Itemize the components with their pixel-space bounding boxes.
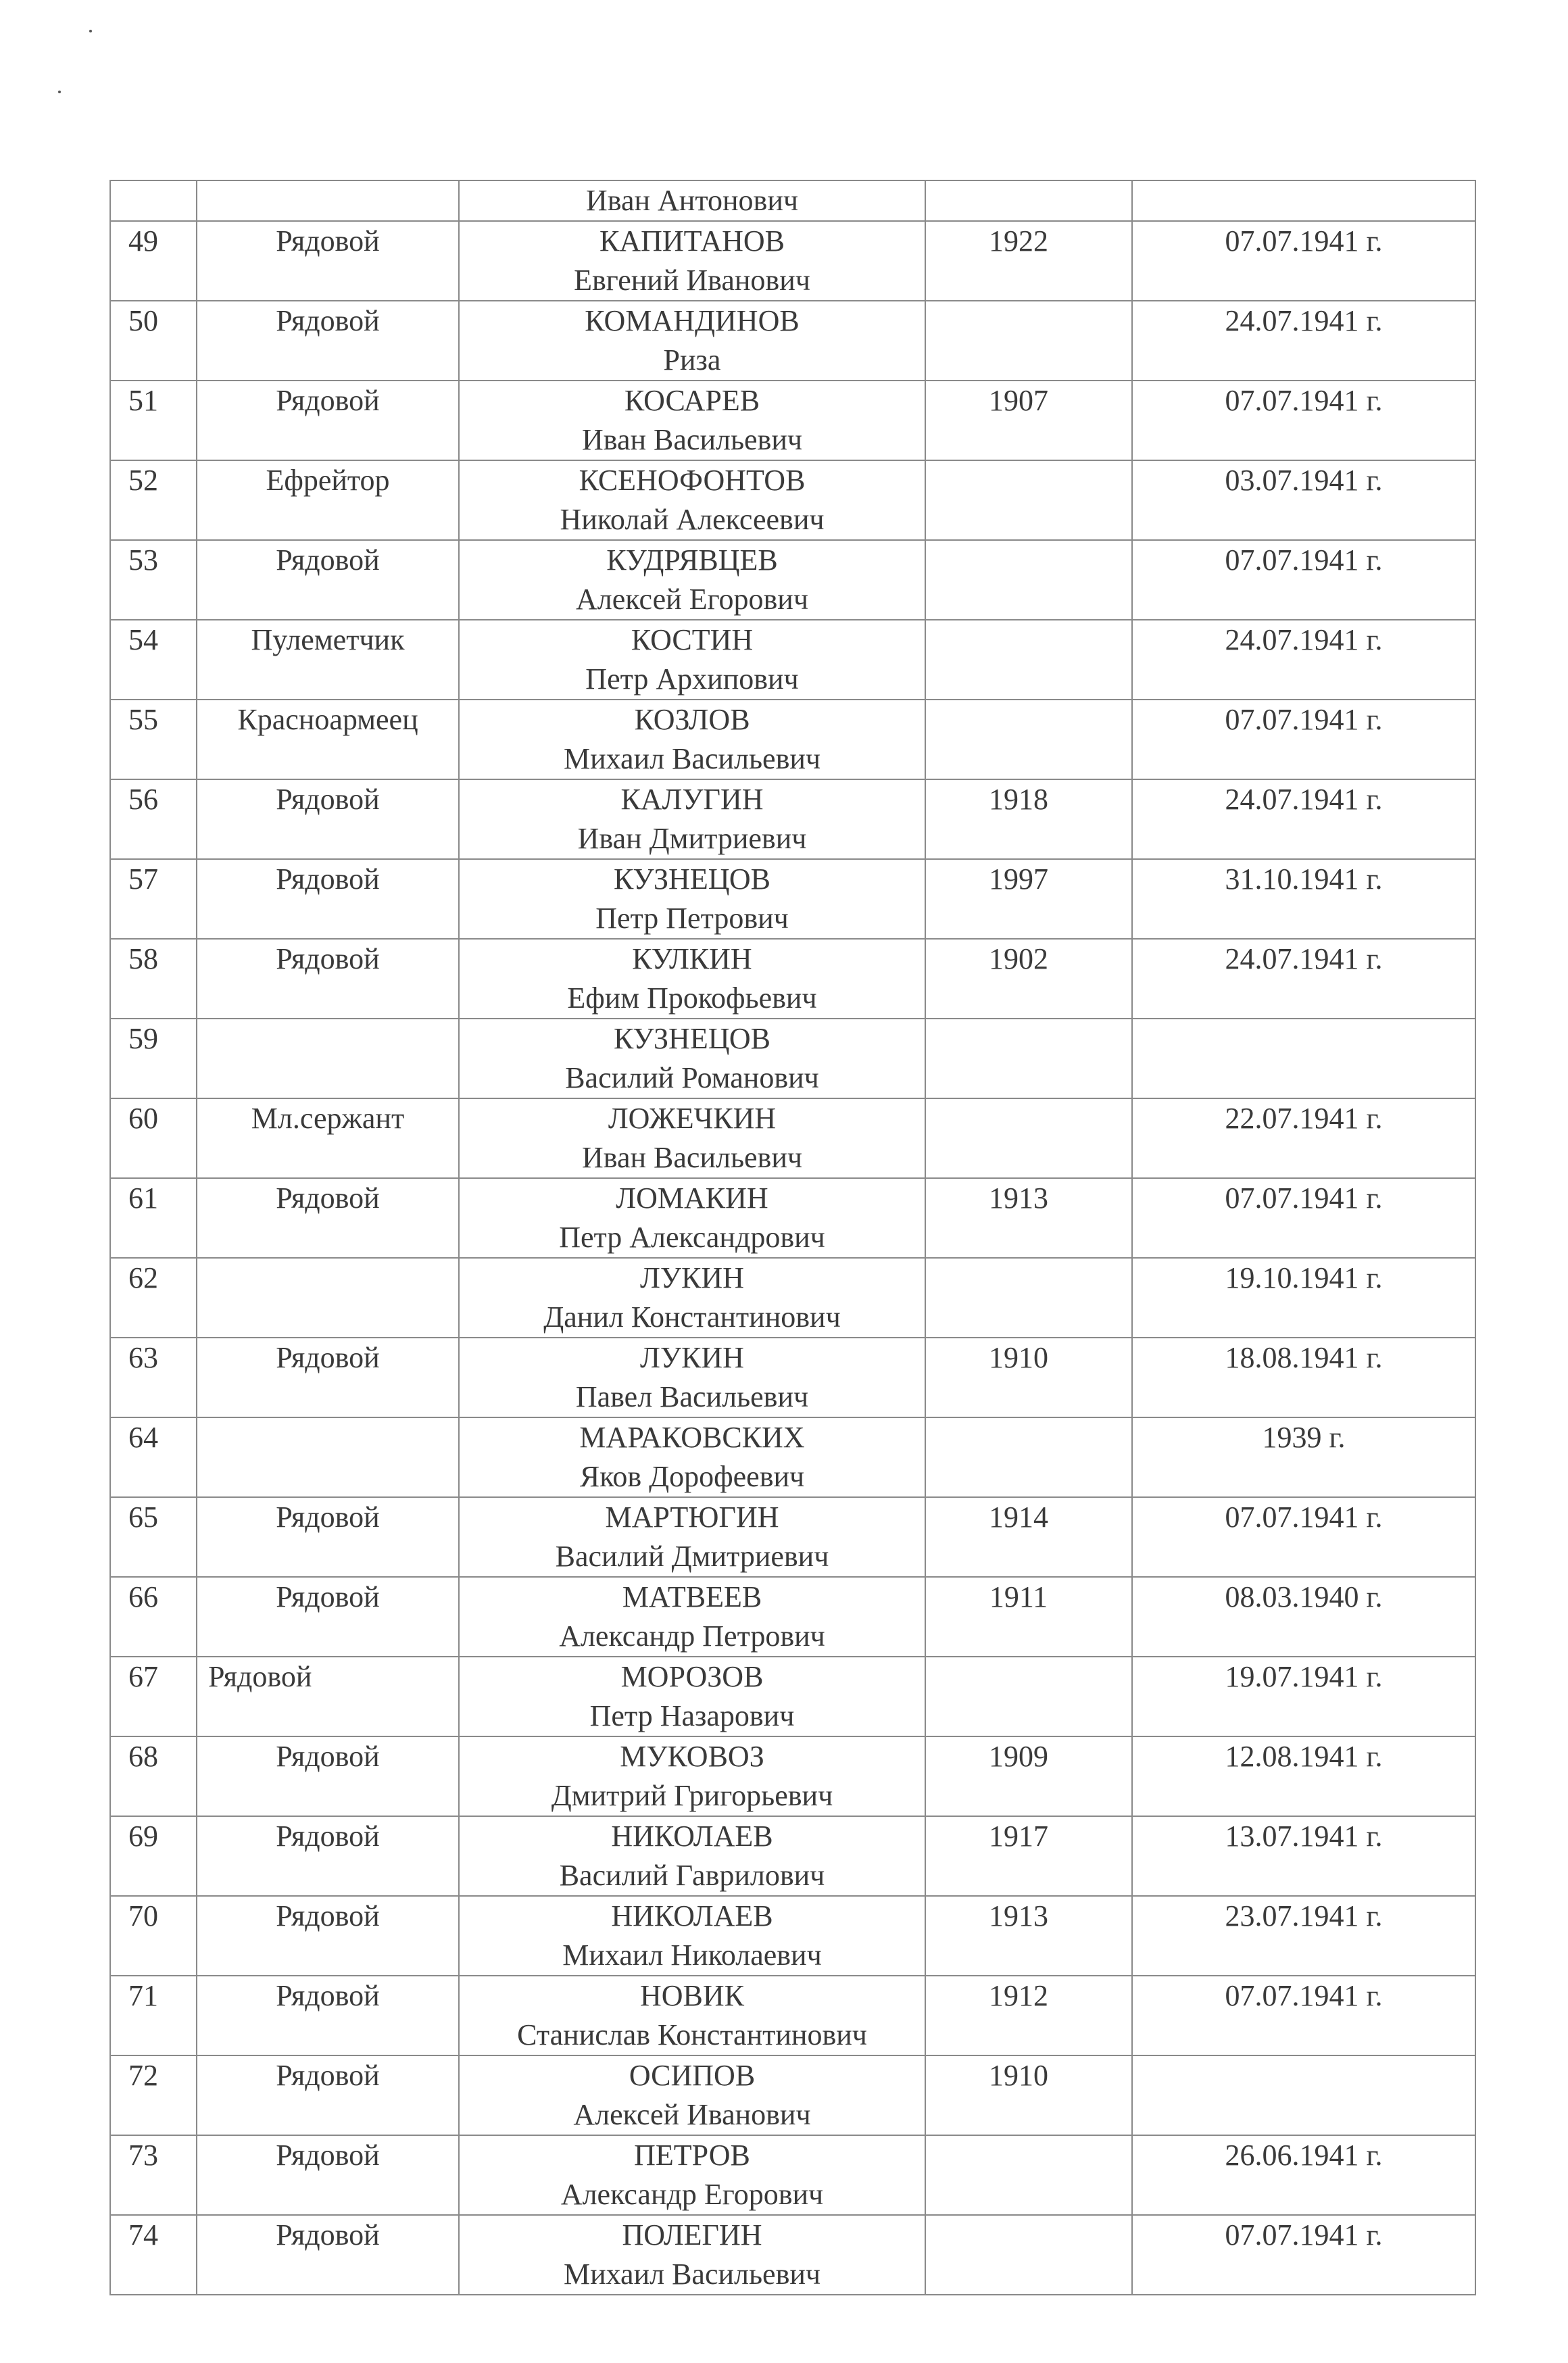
row-number-cell [110,620,197,700]
name-cell [459,1816,925,1896]
name-cell [459,180,925,221]
row-number: 72 [128,2059,158,2092]
birth-year-cell [925,779,1132,859]
birth-year-cell [925,1657,1132,1736]
surname: МАРТЮГИН [605,1501,779,1534]
date: 07.07.1941 г. [1225,224,1383,258]
name-cell [459,859,925,939]
rank-cell [197,1258,459,1338]
given-name: Алексей Иванович [573,2098,811,2131]
birth-year-cell [925,1258,1132,1338]
date-cell [1132,1816,1475,1896]
row-number-cell [110,1736,197,1816]
rank-cell: Рядовой [197,779,459,859]
date-cell [1132,1178,1475,1258]
birth-year: 1910 [989,1341,1048,1374]
name-cell [459,1338,925,1417]
table-row [110,1657,1475,1736]
table-row [110,2215,1475,2295]
birth-year: 1914 [989,1501,1048,1534]
surname: КУЛКИН [632,942,752,975]
given-name: Алексей Егорович [576,583,808,616]
table-row [110,1019,1475,1098]
row-number-cell [110,1019,197,1098]
table-row [110,540,1475,620]
rank-cell: Рядовой [197,221,459,301]
date-cell [1132,779,1475,859]
rank-cell: Рядовой [197,859,459,939]
given-name: Петр Архипович [585,662,799,696]
date: 26.06.1941 г. [1225,2139,1383,2172]
row-number-cell [110,859,197,939]
row-number-cell [110,1178,197,1258]
date-cell [1132,2055,1475,2135]
table-row [110,939,1475,1019]
birth-year-cell [925,301,1132,381]
row-number-cell [110,460,197,540]
given-name: Павел Васильевич [575,1380,809,1413]
birth-year-cell [925,1497,1132,1577]
birth-year-cell [925,221,1132,301]
row-number-cell [110,1338,197,1417]
name-cell [459,1019,925,1098]
date: 24.07.1941 г. [1225,783,1383,816]
date-cell [1132,700,1475,779]
surname: КОСТИН [631,623,754,656]
table-row [110,1258,1475,1338]
given-name: Яков Дорофеевич [579,1460,805,1493]
rank-cell: Рядовой [197,1816,459,1896]
date-cell [1132,1098,1475,1178]
date: 07.07.1941 г. [1225,543,1383,577]
birth-year-cell [925,939,1132,1019]
date-cell [1132,1019,1475,1098]
birth-year-cell [925,1577,1132,1657]
table-row-continued [110,180,1475,221]
rank-cell: Рядовой [197,1178,459,1258]
row-number-cell [110,301,197,381]
row-number: 62 [128,1261,158,1294]
row-number: 52 [128,464,158,497]
given-name: Ефим Прокофьевич [567,981,817,1015]
date: 18.08.1941 г. [1225,1341,1383,1374]
birth-year-cell [925,1019,1132,1098]
date-cell [1132,859,1475,939]
given-name: Петр Александрович [559,1221,825,1254]
date: 31.10.1941 г. [1225,862,1383,896]
table-row [110,1497,1475,1577]
row-number: 67 [128,1660,158,1693]
table-row [110,1736,1475,1816]
birth-year-cell [925,2215,1132,2295]
birth-year: 1913 [989,1182,1048,1215]
date-cell [1132,1657,1475,1736]
surname: МУКОВОЗ [620,1740,764,1773]
date: 12.08.1941 г. [1225,1740,1383,1773]
date-cell [1132,1577,1475,1657]
table-row [110,1816,1475,1896]
birth-year-cell [925,460,1132,540]
date-cell [1132,1736,1475,1816]
name-cell [459,1258,925,1338]
row-number: 73 [128,2139,158,2172]
surname: ЛУКИН [640,1261,744,1294]
given-name: Петр Петрович [595,902,789,935]
date: 19.07.1941 г. [1225,1660,1383,1693]
row-number: 49 [128,224,158,258]
given-name: Михаил Васильевич [563,742,821,775]
birth-year-cell [925,1338,1132,1417]
row-number: 54 [128,623,158,656]
surname: НИКОЛАЕВ [611,1820,773,1853]
rank-cell: Красноармеец [197,700,459,779]
row-number-cell [110,1497,197,1577]
birth-year-cell [925,1178,1132,1258]
row-number-cell [110,381,197,460]
table-row [110,460,1475,540]
date-cell [1132,221,1475,301]
given-name: Александр Егорович [560,2178,824,2211]
birth-year: 1902 [989,942,1048,975]
name-cell [459,1657,925,1736]
rank-cell: Рядовой [197,381,459,460]
surname: КОЗЛОВ [634,703,750,736]
row-number-cell [110,1657,197,1736]
surname: КОМАНДИНОВ [585,304,800,337]
name-cell [459,779,925,859]
birth-year: 1912 [989,1979,1048,2012]
surname: КОСАРЕВ [624,384,760,417]
rank-cell: Рядовой [197,1976,459,2055]
row-number: 64 [128,1421,158,1454]
birth-year: 1917 [989,1820,1048,1853]
rank-cell: Рядовой [197,1577,459,1657]
number-cell [110,180,197,221]
date: 13.07.1941 г. [1225,1820,1383,1853]
date: 07.07.1941 г. [1225,2218,1383,2251]
surname: ЛУКИН [640,1341,744,1374]
name-cell [459,1497,925,1577]
row-number-cell [110,2135,197,2215]
name-cell [459,2055,925,2135]
name-cell [459,1896,925,1976]
surname: НОВИК [639,1979,745,2012]
date-cell [1132,1338,1475,1417]
date: 1939 г. [1262,1421,1346,1454]
date-cell [1132,540,1475,620]
birth-year: 1909 [989,1740,1048,1773]
row-number: 68 [128,1740,158,1773]
surname: КСЕНОФОНТОВ [579,464,806,497]
rank-cell: Рядовой [197,1657,459,1736]
row-number: 66 [128,1580,158,1613]
row-number-cell [110,1258,197,1338]
row-number-cell [110,779,197,859]
date: 24.07.1941 г. [1225,942,1383,975]
date-cell [1132,460,1475,540]
rank-cell: Рядовой [197,301,459,381]
given-name: Петр Назарович [589,1699,795,1732]
row-number: 56 [128,783,158,816]
table-row [110,859,1475,939]
row-number: 69 [128,1820,158,1853]
table-row [110,2135,1475,2215]
surname: ПЕТРОВ [634,2139,750,2172]
date-cell [1132,1258,1475,1338]
date-cell [1132,180,1475,221]
rank-cell: Мл.сержант [197,1098,459,1178]
surname: КУЗНЕЦОВ [613,1022,771,1055]
birth-year-cell [925,700,1132,779]
rank-cell: Рядовой [197,2215,459,2295]
rank-cell: Рядовой [197,2055,459,2135]
date-cell [1132,620,1475,700]
date: 24.07.1941 г. [1225,623,1383,656]
given-name: Иван Антонович [585,184,798,217]
table-row [110,1338,1475,1417]
surname: КУДРЯВЦЕВ [606,543,778,577]
row-number-cell [110,221,197,301]
given-name: Иван Васильевич [581,1141,802,1174]
scan-speck [89,30,92,32]
row-number-cell [110,1976,197,2055]
date-cell [1132,939,1475,1019]
scan-speck [58,91,61,93]
row-number: 63 [128,1341,158,1374]
birth-year: 1911 [989,1580,1048,1613]
given-name: Николай Алексеевич [560,503,825,536]
date: 24.07.1941 г. [1225,304,1383,337]
rank-cell: Рядовой [197,1736,459,1816]
surname: МАТВЕЕВ [622,1580,762,1613]
row-number: 53 [128,543,158,577]
row-number-cell [110,939,197,1019]
row-number-cell [110,1816,197,1896]
date: 07.07.1941 г. [1225,1501,1383,1534]
casualty-table [109,180,1476,2295]
rank-cell [197,1417,459,1497]
birth-year: 1918 [989,783,1048,816]
given-name: Иван Васильевич [581,423,802,456]
surname: НИКОЛАЕВ [611,1899,773,1932]
surname: МАРАКОВСКИХ [579,1421,805,1454]
table-row [110,779,1475,859]
row-number-cell [110,2055,197,2135]
row-number: 61 [128,1182,158,1215]
given-name: Василий Дмитриевич [555,1540,829,1573]
birth-year: 1997 [989,862,1048,896]
birth-year-cell [925,859,1132,939]
table-row [110,2055,1475,2135]
date-cell [1132,1896,1475,1976]
row-number: 55 [128,703,158,736]
rank-cell: Рядовой [197,540,459,620]
given-name: Станислав Константинович [517,2018,867,2051]
birth-year-cell [925,1976,1132,2055]
row-number-cell [110,1417,197,1497]
row-number: 65 [128,1501,158,1534]
surname: ОСИПОВ [629,2059,756,2092]
table-row [110,620,1475,700]
name-cell [459,620,925,700]
name-cell [459,301,925,381]
birth-year-cell [925,1896,1132,1976]
birth-year-cell [925,2135,1132,2215]
surname: ПОЛЕГИН [622,2218,762,2251]
given-name: Василий Романович [565,1061,819,1094]
birth-year-cell [925,620,1132,700]
date: 08.03.1940 г. [1225,1580,1383,1613]
name-cell [459,1736,925,1816]
name-cell [459,2135,925,2215]
date: 07.07.1941 г. [1225,703,1383,736]
table-row [110,1178,1475,1258]
table-body [110,180,1475,2295]
given-name: Александр Петрович [559,1619,825,1653]
row-number: 50 [128,304,158,337]
date: 07.07.1941 г. [1225,1182,1383,1215]
date-cell [1132,381,1475,460]
table-row [110,221,1475,301]
name-cell [459,221,925,301]
table-row [110,700,1475,779]
row-number-cell [110,700,197,779]
row-number-cell [110,1098,197,1178]
rank-cell: Рядовой [197,1497,459,1577]
row-number: 71 [128,1979,158,2012]
birth-year-cell [925,1816,1132,1896]
name-cell [459,1417,925,1497]
rank-cell: Пулеметчик [197,620,459,700]
given-name: Евгений Иванович [574,264,810,297]
date: 03.07.1941 г. [1225,464,1383,497]
name-cell [459,939,925,1019]
given-name: Дмитрий Григорьевич [551,1779,833,1812]
name-cell [459,700,925,779]
birth-year-cell [925,2055,1132,2135]
row-number: 60 [128,1102,158,1135]
table-row [110,1896,1475,1976]
surname: КУЗНЕЦОВ [613,862,771,896]
row-number-cell [110,540,197,620]
rank-cell: Рядовой [197,939,459,1019]
birth-year-cell [925,1736,1132,1816]
given-name: Михаил Васильевич [563,2258,821,2291]
rank-cell: Ефрейтор [197,460,459,540]
surname: КАПИТАНОВ [599,224,785,258]
row-number-cell [110,2215,197,2295]
date: 07.07.1941 г. [1225,1979,1383,2012]
rank-cell: Рядовой [197,2135,459,2215]
table-row [110,1098,1475,1178]
name-cell [459,540,925,620]
surname: ЛОЖЕЧКИН [608,1102,777,1135]
given-name: Риза [663,343,721,376]
surname: МОРОЗОВ [620,1660,764,1693]
name-cell [459,2215,925,2295]
table-row [110,1976,1475,2055]
birth-year-cell [925,180,1132,221]
given-name: Иван Дмитриевич [577,822,807,855]
row-number-cell [110,1896,197,1976]
rank-cell: Рядовой [197,1338,459,1417]
row-number: 57 [128,862,158,896]
surname: ЛОМАКИН [616,1182,768,1215]
name-cell [459,1098,925,1178]
rank-cell: Рядовой [197,1896,459,1976]
name-cell [459,1976,925,2055]
rank-cell [197,1019,459,1098]
birth-year-cell [925,540,1132,620]
name-cell [459,460,925,540]
date: 19.10.1941 г. [1225,1261,1383,1294]
birth-year: 1913 [989,1899,1048,1932]
row-number-cell [110,1577,197,1657]
rank-cell [197,180,459,221]
date-cell [1132,301,1475,381]
table-row [110,381,1475,460]
date-cell [1132,1417,1475,1497]
table-row [110,301,1475,381]
row-number: 58 [128,942,158,975]
date-cell [1132,1976,1475,2055]
birth-year-cell [925,1098,1132,1178]
date: 23.07.1941 г. [1225,1899,1383,1932]
given-name: Василий Гаврилович [559,1859,825,1892]
given-name: Михаил Николаевич [562,1939,822,1972]
name-cell [459,1178,925,1258]
date: 07.07.1941 г. [1225,384,1383,417]
row-number: 70 [128,1899,158,1932]
date-cell [1132,2215,1475,2295]
given-name: Данил Константинович [543,1300,841,1334]
date-cell [1132,1497,1475,1577]
row-number: 74 [128,2218,158,2251]
name-cell [459,1577,925,1657]
surname: КАЛУГИН [620,783,764,816]
table-row [110,1577,1475,1657]
date: 22.07.1941 г. [1225,1102,1383,1135]
row-number: 51 [128,384,158,417]
birth-year: 1907 [989,384,1048,417]
birth-year-cell [925,381,1132,460]
birth-year: 1922 [989,224,1048,258]
date-cell [1132,2135,1475,2215]
birth-year-cell [925,1417,1132,1497]
name-cell [459,381,925,460]
birth-year: 1910 [989,2059,1048,2092]
table-row [110,1417,1475,1497]
row-number: 59 [128,1022,158,1055]
